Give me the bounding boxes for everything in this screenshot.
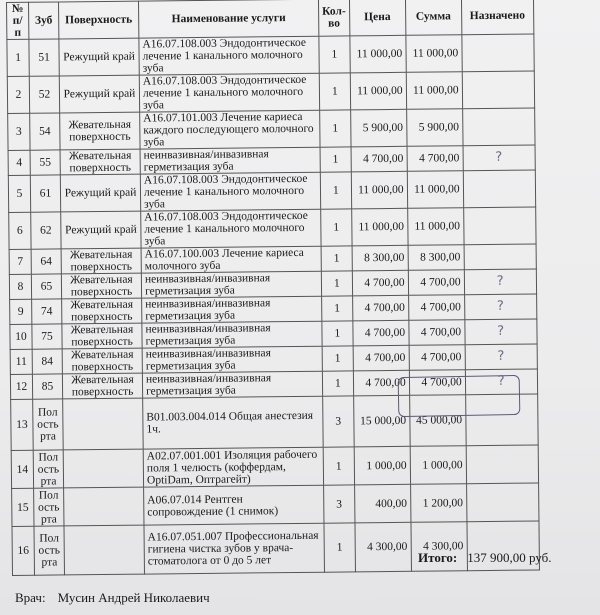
row-tooth: 62	[31, 212, 61, 249]
row-qty: 1	[323, 447, 354, 485]
row-service: неинвазивная/инвазивная герметизация зуба	[142, 321, 322, 348]
header-tooth: Зуб	[29, 2, 59, 39]
row-price: 11 000,00	[351, 208, 407, 246]
row-tooth: 84	[32, 349, 62, 374]
row-num: 7	[9, 249, 31, 274]
row-price: 4 700,00	[353, 320, 409, 346]
row-price: 4 700,00	[351, 146, 407, 172]
row-qty: 3	[323, 396, 354, 447]
row-qty: 1	[321, 271, 352, 296]
row-service: B01.003.004.014 Общая анестезия 1ч.	[143, 396, 324, 449]
row-service: неинвазивная/инвазивная герметизация зуба	[142, 346, 322, 373]
row-tooth: 65	[31, 274, 61, 299]
row-service: A16.07.108.003 Эндодонтическое лечение 1 канального молочного зуба	[139, 36, 319, 75]
row-num: 12	[10, 374, 32, 399]
row-num: 11	[10, 349, 32, 374]
row-surface: Жевательная поверхность	[61, 248, 141, 274]
row-tooth: 64	[31, 249, 61, 274]
row-qty: 1	[324, 523, 355, 572]
row-service: неинвазивная/инвазивная герметизация зуба	[142, 371, 322, 398]
row-qty: 1	[321, 209, 352, 246]
row-price: 11 000,00	[350, 72, 406, 110]
row-price: 4 700,00	[353, 345, 409, 371]
header-qty: Кол-во	[318, 0, 349, 36]
row-qty: 3	[324, 485, 355, 523]
row-qty: 1	[320, 110, 351, 147]
doctor-line	[15, 590, 210, 606]
row-service: A16.07.108.003 Эндодонтическое лечение 1 канального молочного зуба	[139, 73, 319, 112]
row-surface	[64, 487, 144, 526]
row-service: A06.07.014 Рентген сопровождение (1 снимок)	[144, 485, 324, 525]
row-num: 10	[10, 324, 32, 349]
row-qty: 1	[319, 73, 350, 110]
row-num: 5	[8, 175, 30, 212]
row-mark	[462, 34, 534, 72]
row-mark	[466, 445, 538, 484]
header-price: Цена	[349, 0, 405, 36]
row-qty: 1	[322, 371, 353, 396]
row-num: 4	[8, 150, 30, 175]
row-num: 6	[9, 212, 31, 249]
row-sum: 11 000,00	[407, 208, 463, 246]
row-service: A16.07.108.003 Эндодонтическое лечение 1 канального молочного зуба	[140, 172, 320, 211]
row-service: A02.07.001.001 Изоляция рабочего поля 1 челюсть (коффердам, OptiDam, Оптрагейт)	[143, 447, 323, 487]
row-sum: 8 300,00	[408, 245, 464, 271]
row-sum: 11 000,00	[406, 72, 462, 110]
row-service: неинвазивная/инвазивная герметизация зуба	[142, 296, 322, 323]
row-surface: Жевательная поверхность	[62, 298, 142, 324]
row-mark	[462, 108, 534, 146]
header-assigned: Назначено	[461, 0, 533, 35]
row-price: 4 700,00	[353, 370, 409, 396]
row-service: неинвазивная/инвазивная герметизация зуба	[141, 271, 321, 298]
row-surface: Жевательная поверхность	[62, 373, 142, 399]
row-price: 4 700,00	[352, 295, 408, 321]
row-mark: ?	[465, 319, 537, 345]
row-tooth: 54	[30, 113, 60, 150]
row-num: 14	[11, 450, 33, 488]
row-num: 9	[10, 299, 32, 324]
row-sum: 1 200,00	[410, 484, 466, 523]
row-mark	[462, 71, 534, 109]
row-sum: 11 000,00	[407, 171, 463, 209]
header-surface: Поверхность	[59, 1, 139, 39]
row-qty: 1	[322, 346, 353, 371]
row-qty: 1	[320, 147, 351, 172]
row-sum: 4 700,00	[409, 320, 465, 346]
row-price: 4 700,00	[352, 270, 408, 296]
row-tooth: 85	[32, 374, 62, 399]
table-row	[12, 483, 539, 527]
row-mark	[464, 244, 536, 270]
row-sum: 1 000,00	[410, 446, 466, 485]
table-row	[8, 170, 535, 213]
row-surface	[63, 449, 143, 488]
row-surface: Режущий край	[61, 211, 141, 249]
row-qty: 1	[322, 296, 353, 321]
row-num: 3	[8, 113, 30, 150]
row-mark	[463, 207, 535, 245]
row-tooth: 61	[30, 175, 60, 212]
row-price: 400,00	[354, 484, 410, 523]
row-mark: ?	[464, 294, 536, 320]
row-sum: 4 700,00	[408, 270, 464, 296]
row-tooth: Пол ость рта	[33, 399, 64, 450]
row-num: 8	[9, 274, 31, 299]
row-tooth: 51	[29, 39, 59, 76]
row-tooth: 74	[32, 299, 62, 324]
row-num: 1	[7, 39, 29, 76]
row-num: 15	[12, 488, 34, 526]
row-sum: 11 000,00	[406, 35, 462, 73]
total-line	[418, 550, 552, 566]
header-service: Наименование услуги	[138, 0, 318, 38]
services-table	[6, 0, 540, 576]
row-mark: ?	[465, 369, 537, 395]
row-price: 5 900,00	[350, 109, 406, 147]
row-num: 16	[12, 526, 35, 575]
row-service: неинвазивная/инвазивная герметизация зуба	[140, 147, 320, 174]
table-row	[11, 445, 538, 489]
row-surface: Режущий край	[59, 38, 139, 76]
row-surface: Жевательная поверхность	[60, 112, 140, 150]
total-value: 137 900,00 руб.	[467, 550, 552, 565]
row-tooth: 75	[32, 324, 62, 349]
row-surface: Жевательная поверхность	[62, 323, 142, 349]
handwritten-circle	[398, 375, 521, 417]
row-mark: ?	[465, 344, 537, 370]
row-price: 11 000,00	[351, 171, 407, 209]
row-service: A16.07.108.003 Эндодонтическое лечение 1 канального молочного зуба	[141, 209, 321, 248]
row-surface: Жевательная поверхность	[61, 273, 141, 299]
row-num: 13	[11, 399, 34, 450]
table-row	[7, 34, 534, 77]
row-sum: 4 700,00	[409, 370, 465, 396]
row-qty: 1	[320, 172, 351, 209]
row-sum: 4 700,00	[409, 345, 465, 371]
row-mark: ?	[464, 269, 536, 295]
row-surface: Жевательная поверхность	[62, 348, 142, 374]
row-sum: 4 300,00	[411, 522, 468, 572]
row-surface	[64, 525, 145, 575]
row-qty: 1	[319, 36, 350, 73]
row-price: 15 000,00	[353, 395, 410, 447]
row-tooth: 55	[30, 150, 60, 175]
row-surface	[63, 398, 144, 450]
table-row	[12, 521, 539, 576]
row-mark: ?	[463, 145, 535, 171]
row-mark	[466, 483, 538, 522]
row-tooth: 52	[29, 76, 59, 113]
row-price: 11 000,00	[350, 35, 406, 73]
row-sum: 5 900,00	[406, 109, 462, 147]
row-service: A16.07.051.007 Профессиональная гигиена чистка зубов у врача-стоматолога от 0 до 5 лет	[144, 523, 325, 574]
row-sum: 4 700,00	[407, 146, 463, 172]
doctor-name: Мусин Андрей Николаевич	[57, 590, 210, 605]
row-surface: Жевательная поверхность	[60, 149, 140, 175]
doctor-label: Врач:	[15, 590, 46, 605]
row-surface: Режущий край	[60, 174, 140, 212]
row-price: 1 000,00	[354, 446, 410, 485]
row-price: 4 300,00	[355, 522, 412, 572]
header-sum: Сумма	[405, 0, 461, 35]
row-sum: 45 000,00	[409, 395, 466, 447]
total-label: Итого:	[418, 550, 458, 565]
table-body	[7, 34, 539, 575]
row-service: A16.07.101.003 Лечение кариеса каждого последующего молочного зуба	[140, 110, 320, 149]
row-sum: 4 700,00	[408, 295, 464, 321]
row-price: 8 300,00	[352, 245, 408, 271]
table-row	[8, 108, 535, 151]
row-service: A16.07.100.003 Лечение кариеса молочного зуба	[141, 246, 321, 273]
row-num: 2	[7, 76, 29, 113]
row-tooth: Пол ость рта	[33, 450, 63, 488]
table-row	[9, 207, 536, 250]
table-row	[7, 71, 534, 114]
row-mark	[463, 170, 535, 208]
table-header-row	[7, 0, 534, 39]
row-surface: Режущий край	[59, 75, 139, 113]
header-num: № п/п	[7, 2, 29, 39]
row-qty: 1	[321, 246, 352, 271]
row-qty: 1	[322, 321, 353, 346]
row-tooth: Пол ость рта	[34, 488, 64, 526]
row-tooth: Пол ость рта	[34, 526, 65, 575]
